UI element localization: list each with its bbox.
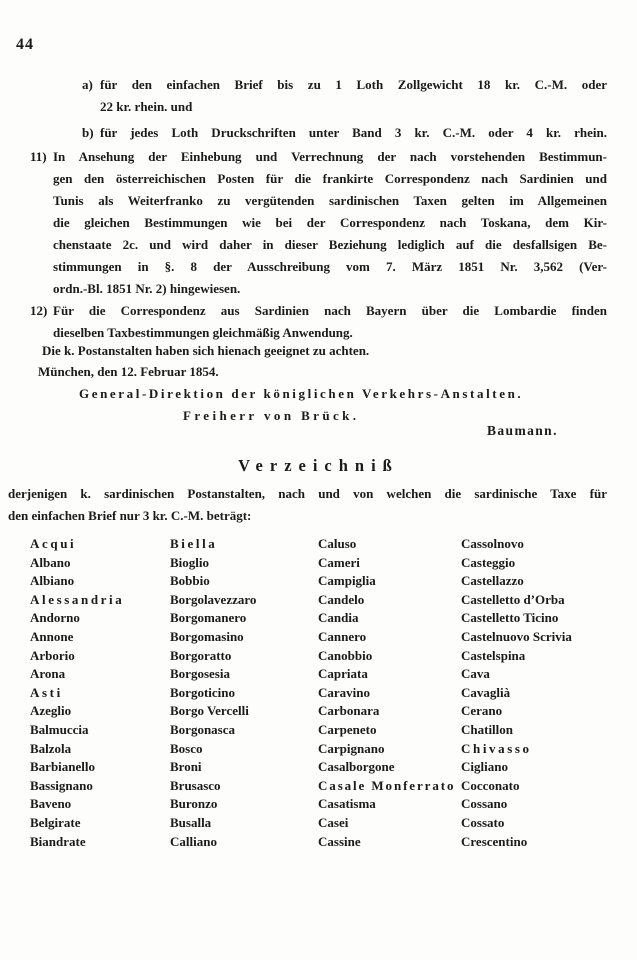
town-name: Belgirate xyxy=(30,814,81,830)
body-line: In Ansehung der Einhebung und Verrechnung der nach vorstehenden Bestimmun- xyxy=(53,149,607,164)
town-name: Borgoratto xyxy=(170,647,232,663)
authority-line: General-Direktion der königlichen Verkehrs-Anstalten. xyxy=(79,386,524,401)
town-name: Biella xyxy=(170,536,218,551)
town-name: Campiglia xyxy=(318,573,376,589)
town-name: Bosco xyxy=(170,740,203,756)
town-name: Cossano xyxy=(461,796,508,812)
register-title: Verzeichniß xyxy=(238,456,399,475)
town-name: Carbonara xyxy=(318,703,380,719)
body-line: Für die Correspondenz aus Sardinien nach Bayern über die Lombardie finden xyxy=(53,303,607,318)
body-line: stimmungen in §. 8 der Ausschreibung vom 7. März 1851 Nr. 3,562 (Ver- xyxy=(53,259,607,274)
town-name: Capriata xyxy=(318,666,368,682)
town-name: Borgosesia xyxy=(170,666,230,682)
town-name: Bioglio xyxy=(170,554,210,570)
town-name: Borgo Vercelli xyxy=(170,703,249,719)
item-12-label: 12) xyxy=(30,303,48,318)
item-11 xyxy=(30,146,607,300)
body-line: gen den österreichischen Posten für die frankirte Correspondenz nach Sardinien und xyxy=(53,171,607,186)
town-name: Borgomanero xyxy=(170,610,247,626)
town-name: Balmuccia xyxy=(30,721,89,737)
item-a-lines xyxy=(100,74,607,118)
town-name: Biandrate xyxy=(30,833,86,849)
body-line: chenstaate 2c. und wird daher in dieser Beziehung lediglich auf die desfallsigen Be- xyxy=(53,237,607,252)
intro-line: den einfachen Brief nur 3 kr. C.-M. beträgt: xyxy=(8,508,252,523)
town-name: Azeglio xyxy=(30,703,72,719)
town-name: Cameri xyxy=(318,554,360,570)
body-line: ordn.-Bl. 1851 Nr. 2) hingewiesen. xyxy=(53,281,241,296)
town-name: Castelnuovo Scrivia xyxy=(461,628,572,644)
town-name: Albiano xyxy=(30,573,75,589)
town-name: Carpignano xyxy=(318,740,385,756)
town-name: Cavaglià xyxy=(461,684,511,700)
item-12 xyxy=(30,300,607,344)
item-11-lines xyxy=(53,146,607,300)
town-name: Candia xyxy=(318,610,359,626)
town-name: Castelletto Ticino xyxy=(461,610,559,626)
town-name: Bobbio xyxy=(170,573,210,589)
town-name: Bassignano xyxy=(30,777,93,793)
town-name: Cerano xyxy=(461,703,503,719)
town-name: Cassolnovo xyxy=(461,536,524,551)
town-name: Candelo xyxy=(318,591,365,607)
item-12-lines xyxy=(53,300,607,344)
body-line: die gleichen Bestimmungen wie bei der Correspondenz nach Toskana, dem Kir- xyxy=(53,215,607,230)
towns-column-1 xyxy=(30,535,124,851)
item-b xyxy=(82,122,607,144)
town-name: Albano xyxy=(30,554,71,570)
town-name: Crescentino xyxy=(461,833,528,849)
town-name: Casteggio xyxy=(461,554,516,570)
town-name: Casei xyxy=(318,814,349,830)
town-name: Annone xyxy=(30,628,74,644)
body-line: für jedes Loth Druckschriften unter Band 3 kr. C.-M. oder 4 kr. rhein. xyxy=(100,125,607,140)
town-name: Alessandria xyxy=(30,591,125,607)
town-name: Casale Monferrato xyxy=(318,777,456,793)
intro-line: derjenigen k. sardinischen Postanstalten, nach und von welchen die sardinische Taxe für xyxy=(8,486,607,501)
item-a xyxy=(82,74,607,118)
town-name: Arona xyxy=(30,666,66,682)
town-name: Chivasso xyxy=(461,740,532,756)
towns-column-3 xyxy=(318,535,455,851)
town-name: Cossato xyxy=(461,814,505,830)
body-line: Tunis als Weiterfranko zu vergütenden sardinischen Taxen gelten im Allgemeinen xyxy=(53,193,607,208)
town-name: Asti xyxy=(30,684,63,700)
register-intro xyxy=(8,483,607,527)
town-name: Barbianello xyxy=(30,759,96,775)
town-name: Caravino xyxy=(318,684,370,700)
town-name: Cassine xyxy=(318,833,361,849)
town-name: Casalborgone xyxy=(318,759,395,775)
town-name: Acqui xyxy=(30,536,77,551)
towns-column-2 xyxy=(170,535,256,851)
item-b-lines xyxy=(100,122,607,144)
town-name: Castellazzo xyxy=(461,573,524,589)
town-name: Buronzo xyxy=(170,796,218,812)
body-line: für den einfachen Brief bis zu 1 Loth Zollgewicht 18 kr. C.-M. oder xyxy=(100,77,607,92)
town-name: Baveno xyxy=(30,796,72,812)
town-name: Borgomasino xyxy=(170,628,244,644)
body-line: dieselben Taxbestimmungen gleichmäßig Anwendung. xyxy=(53,325,353,340)
town-name: Brusasco xyxy=(170,777,221,793)
directive-line: Die k. Postanstalten haben sich hienach geeignet zu achten. xyxy=(42,343,370,358)
page-number: 44 xyxy=(16,36,34,53)
countersigner-line: Baumann. xyxy=(487,423,558,438)
item-11-label: 11) xyxy=(30,149,47,164)
town-name: Calliano xyxy=(170,833,217,849)
town-name: Cocconato xyxy=(461,777,520,793)
town-name: Cava xyxy=(461,666,490,682)
dateline: München, den 12. Februar 1854. xyxy=(38,364,219,379)
town-name: Casatisma xyxy=(318,796,376,812)
town-name: Cigliano xyxy=(461,759,508,775)
town-name: Caluso xyxy=(318,536,357,551)
town-name: Canobbio xyxy=(318,647,373,663)
town-name: Carpeneto xyxy=(318,721,377,737)
body-line: 22 kr. rhein. und xyxy=(100,99,193,114)
towns-column-4 xyxy=(461,535,572,851)
town-name: Borgolavezzaro xyxy=(170,591,257,607)
town-name: Borgonasca xyxy=(170,721,235,737)
town-name: Arborio xyxy=(30,647,75,663)
town-name: Castelspina xyxy=(461,647,526,663)
town-name: Borgoticino xyxy=(170,684,235,700)
signer-line: Freiherr von Brück. xyxy=(183,408,360,423)
town-name: Castelletto d’Orba xyxy=(461,591,565,607)
item-a-label: a) xyxy=(82,77,93,92)
town-name: Busalla xyxy=(170,814,212,830)
town-name: Balzola xyxy=(30,740,72,756)
town-name: Broni xyxy=(170,759,202,775)
town-name: Andorno xyxy=(30,610,80,626)
town-name: Cannero xyxy=(318,628,367,644)
town-name: Chatillon xyxy=(461,721,514,737)
item-b-label: b) xyxy=(82,125,94,140)
